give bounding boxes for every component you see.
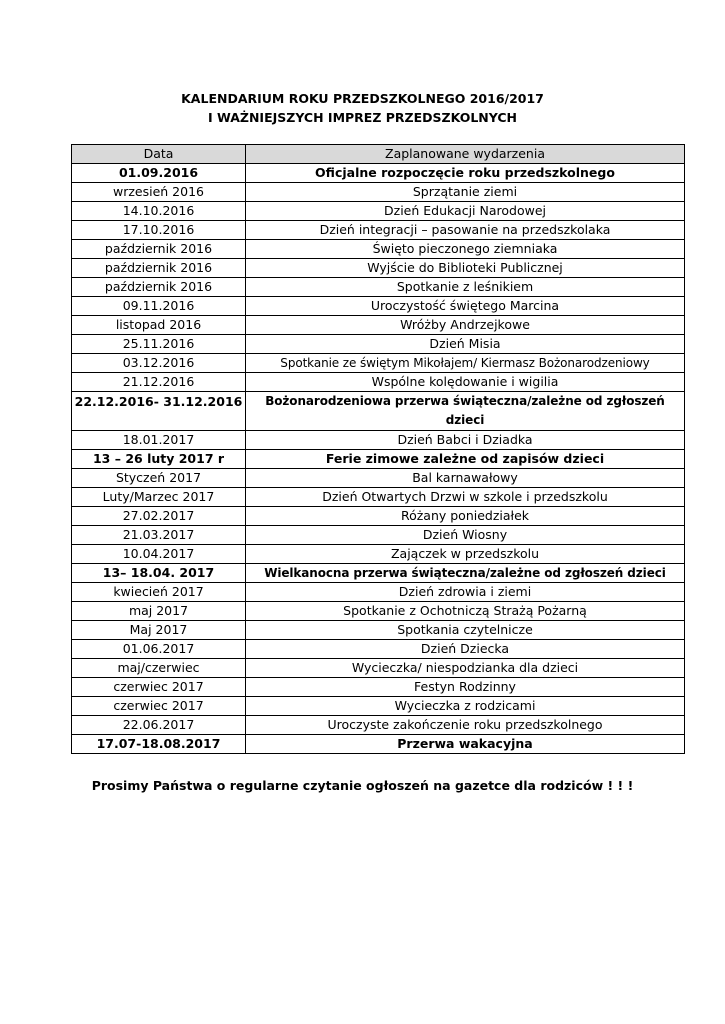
table-row [72, 602, 685, 621]
event-name-cell: Uroczystość świętego Marcina [246, 297, 685, 316]
table-row [72, 316, 685, 335]
table-row [72, 507, 685, 526]
table-body [72, 164, 685, 754]
event-name-cell: Festyn Rodzinny [246, 678, 685, 697]
table-row [72, 431, 685, 450]
table-row [72, 678, 685, 697]
header-events: Zaplanowane wydarzenia [246, 145, 685, 164]
event-name-cell: Uroczyste zakończenie roku przedszkolnego [246, 716, 685, 735]
event-date-cell: kwiecień 2017 [72, 583, 246, 602]
event-name-cell: Zajączek w przedszkolu [246, 545, 685, 564]
table-row [72, 488, 685, 507]
table-row [72, 335, 685, 354]
event-name-cell: Spotkanie z Ochotniczą Strażą Pożarną [246, 602, 685, 621]
table-row [72, 640, 685, 659]
event-date-cell: październik 2016 [72, 259, 246, 278]
event-date-cell: 01.06.2017 [72, 640, 246, 659]
table-row [72, 240, 685, 259]
table-row [72, 183, 685, 202]
event-date-cell: maj 2017 [72, 602, 246, 621]
event-date-cell: 13– 18.04. 2017 [72, 564, 246, 583]
events-table [71, 144, 685, 754]
event-name-cell: Dzień integracji – pasowanie na przedszkolaka [246, 221, 685, 240]
event-name-cell: Bożonarodzeniowa przerwa świąteczna/zależne od zgłoszeń dzieci [246, 392, 685, 431]
event-date-cell: 21.03.2017 [72, 526, 246, 545]
table-row [72, 526, 685, 545]
event-date-cell: 22.12.2016- 31.12.2016 [72, 392, 246, 431]
event-name-cell: Oficjalne rozpoczęcie roku przedszkolnego [246, 164, 685, 183]
event-name-cell: Wycieczka z rodzicami [246, 697, 685, 716]
table-row [72, 164, 685, 183]
event-name-cell: Spotkanie ze świętym Mikołajem/ Kiermasz Bożonarodzeniowy [246, 354, 685, 373]
event-name-cell: Dzień Misia [246, 335, 685, 354]
title-line-1: KALENDARIUM ROKU PRZEDSZKOLNEGO 2016/2017 [181, 91, 544, 106]
table-row [72, 450, 685, 469]
event-date-cell: maj/czerwiec [72, 659, 246, 678]
table-header-row [72, 145, 685, 164]
event-name-cell: Dzień Babci i Dziadka [246, 431, 685, 450]
table-row [72, 354, 685, 373]
event-date-cell: 09.11.2016 [72, 297, 246, 316]
event-date-cell: 13 – 26 luty 2017 r [72, 450, 246, 469]
event-name-cell: Dzień Wiosny [246, 526, 685, 545]
event-name-cell: Wróżby Andrzejkowe [246, 316, 685, 335]
event-name-cell: Różany poniedziałek [246, 507, 685, 526]
table-row [72, 278, 685, 297]
event-date-cell: 18.01.2017 [72, 431, 246, 450]
event-name-cell: Dzień Dziecka [246, 640, 685, 659]
event-date-cell: czerwiec 2017 [72, 697, 246, 716]
table-row [72, 469, 685, 488]
event-date-cell: 14.10.2016 [72, 202, 246, 221]
table-row [72, 373, 685, 392]
event-name-cell: Wyjście do Biblioteki Publicznej [246, 259, 685, 278]
table-row [72, 621, 685, 640]
event-date-cell: 25.11.2016 [72, 335, 246, 354]
event-date-cell: 21.12.2016 [72, 373, 246, 392]
event-date-cell: 22.06.2017 [72, 716, 246, 735]
event-date-cell: 10.04.2017 [72, 545, 246, 564]
table-row [72, 392, 685, 431]
event-date-cell: listopad 2016 [72, 316, 246, 335]
table-row [72, 297, 685, 316]
event-name-cell: Wycieczka/ niespodzianka dla dzieci [246, 659, 685, 678]
title-line-2: I WAŻNIEJSZYCH IMPREZ PRZEDSZKOLNYCH [207, 110, 517, 125]
event-name-cell: Wspólne kolędowanie i wigilia [246, 373, 685, 392]
table-row [72, 659, 685, 678]
event-date-cell: Maj 2017 [72, 621, 246, 640]
event-date-cell: czerwiec 2017 [72, 678, 246, 697]
event-name-cell: Ferie zimowe zależne od zapisów dzieci [246, 450, 685, 469]
event-date-cell: 17.10.2016 [72, 221, 246, 240]
event-date-cell: październik 2016 [72, 278, 246, 297]
event-date-cell: październik 2016 [72, 240, 246, 259]
event-name-cell: Dzień Edukacji Narodowej [246, 202, 685, 221]
event-date-cell: 01.09.2016 [72, 164, 246, 183]
table-row [72, 735, 685, 754]
header-date: Data [72, 145, 246, 164]
event-name-cell: Bal karnawałowy [246, 469, 685, 488]
event-name-cell: Przerwa wakacyjna [246, 735, 685, 754]
event-date-cell: Luty/Marzec 2017 [72, 488, 246, 507]
event-name-cell: Spotkania czytelnicze [246, 621, 685, 640]
event-name-cell: Dzień Otwartych Drzwi w szkole i przedszkolu [246, 488, 685, 507]
event-date-cell: 27.02.2017 [72, 507, 246, 526]
footer-note: Prosimy Państwa o regularne czytanie ogłoszeń na gazetce dla rodziców ! ! ! [91, 778, 634, 793]
table-row [72, 564, 685, 583]
event-name-cell: Wielkanocna przerwa świąteczna/zależne od zgłoszeń dzieci [246, 564, 685, 583]
table-row [72, 716, 685, 735]
event-date-cell: Styczeń 2017 [72, 469, 246, 488]
event-date-cell: wrzesień 2016 [72, 183, 246, 202]
event-date-cell: 03.12.2016 [72, 354, 246, 373]
table-row [72, 697, 685, 716]
event-name-cell: Święto pieczonego ziemniaka [246, 240, 685, 259]
event-date-cell: 17.07-18.08.2017 [72, 735, 246, 754]
table-row [72, 583, 685, 602]
table-row [72, 545, 685, 564]
event-name-cell: Spotkanie z leśnikiem [246, 278, 685, 297]
table-row [72, 259, 685, 278]
table-row [72, 221, 685, 240]
event-name-cell: Sprzątanie ziemi [246, 183, 685, 202]
document-title [0, 89, 725, 127]
event-name-cell: Dzień zdrowia i ziemi [246, 583, 685, 602]
table-row [72, 202, 685, 221]
